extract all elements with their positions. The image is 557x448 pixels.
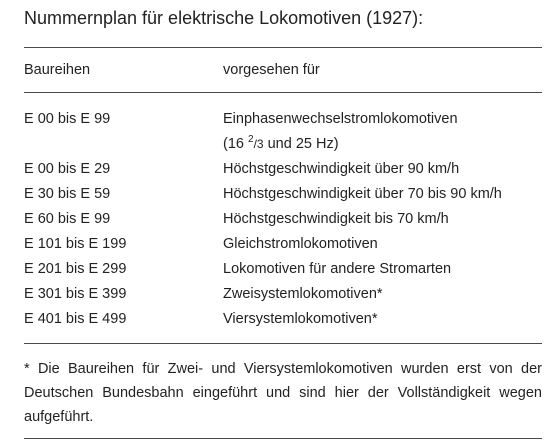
series-cell: E 201 bis E 299 (24, 261, 127, 277)
purpose-cell: Höchstgeschwindigkeit bis 70 km/h (223, 211, 449, 227)
series-cell: E 00 bis E 99 (24, 111, 111, 127)
purpose-cell: Einphasenwechselstromlokomotiven (223, 111, 458, 127)
frequency-prefix: (16 (223, 136, 248, 152)
purpose-cell-frequency (223, 132, 339, 156)
table-row (0, 182, 557, 206)
document-title: Nummernplan für elektrische Lokomotiven (1927): (24, 8, 424, 28)
column-header-vorgesehen-fuer: vorgesehen für (223, 62, 320, 78)
table-row (0, 157, 557, 181)
footnote: * Die Baureihen für Zwei- und Viersystemlokomotiven wurden erst von der Deutschen Bundesbahn eingeführt und sind hier der Vollständigkeit wegen aufgeführt. (24, 361, 542, 425)
fraction-denominator: /3 (253, 137, 264, 151)
series-cell: E 30 bis E 59 (24, 186, 111, 202)
purpose-cell: Zweisystemlokomotiven* (223, 286, 383, 302)
column-header-baureihen: Baureihen (24, 62, 91, 78)
bottom-rule (24, 438, 542, 439)
fraction-numerator: 2 (248, 134, 254, 145)
purpose-cell: Gleichstromlokomotiven (223, 236, 378, 252)
table-row (0, 282, 557, 306)
top-rule (24, 47, 542, 48)
table-row (0, 257, 557, 281)
series-cell: E 60 bis E 99 (24, 211, 111, 227)
table-row-continuation (0, 132, 557, 156)
series-cell: E 301 bis E 399 (24, 286, 127, 302)
table-header (0, 58, 557, 82)
purpose-cell: Lokomotiven für andere Stromarten (223, 261, 452, 277)
series-cell: E 101 bis E 199 (24, 236, 127, 252)
frequency-suffix: und 25 Hz) (263, 136, 339, 152)
table-row (0, 232, 557, 256)
table-row (0, 107, 557, 131)
table-row (0, 307, 557, 331)
header-rule (24, 92, 542, 93)
series-cell: E 00 bis E 29 (24, 161, 111, 177)
series-cell: E 401 bis E 499 (24, 311, 127, 327)
purpose-cell: Höchstgeschwindigkeit über 90 km/h (223, 161, 460, 177)
purpose-cell: Viersystemlokomotiven* (223, 311, 378, 327)
table-row (0, 207, 557, 231)
purpose-cell: Höchstgeschwindigkeit über 70 bis 90 km/h (223, 186, 502, 202)
notes-rule (24, 343, 542, 344)
